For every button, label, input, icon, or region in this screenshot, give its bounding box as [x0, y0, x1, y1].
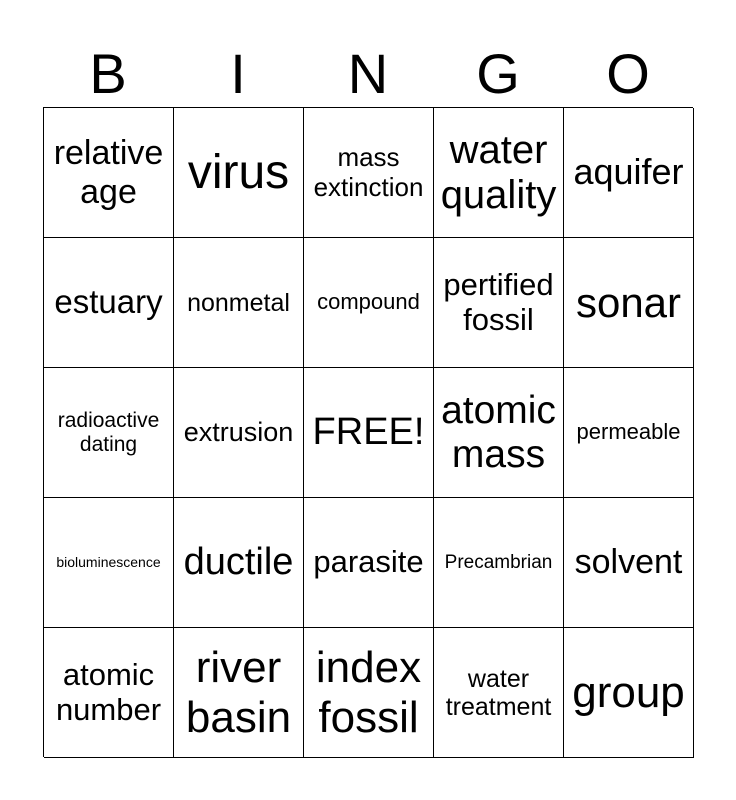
cell-text: sonar: [575, 278, 682, 326]
cell-text: solvent: [574, 543, 683, 582]
bingo-cell[interactable]: [174, 238, 304, 368]
cell-text: FREE!: [312, 411, 425, 454]
bingo-cell[interactable]: [304, 498, 434, 628]
cell-text: aquifer: [573, 151, 684, 193]
cell-text: Precambrian: [444, 551, 553, 573]
cell-text: mass extinction: [313, 142, 424, 202]
cell-text: permeable: [576, 419, 681, 445]
cell-text: water treatment: [445, 664, 552, 721]
bingo-cell[interactable]: [44, 628, 174, 758]
cell-text: water quality: [440, 127, 557, 217]
bingo-board: [43, 107, 693, 757]
bingo-cell[interactable]: [44, 368, 174, 498]
bingo-cell[interactable]: [174, 498, 304, 628]
cell-text: pertified fossil: [443, 266, 554, 337]
bingo-cell[interactable]: [564, 238, 694, 368]
bingo-cell[interactable]: [44, 498, 174, 628]
bingo-cell[interactable]: [174, 368, 304, 498]
cell-text: river basin: [185, 643, 292, 742]
cell-text: group: [572, 667, 685, 717]
cell-text: extrusion: [183, 417, 294, 448]
cell-text: compound: [317, 289, 420, 315]
cell-text: nonmetal: [187, 288, 290, 317]
bingo-cell[interactable]: [304, 628, 434, 758]
bingo-cell[interactable]: [304, 108, 434, 238]
bingo-cell[interactable]: [564, 628, 694, 758]
header-letter-i: I: [230, 42, 246, 105]
bingo-cell[interactable]: [44, 238, 174, 368]
header-letter-g: G: [476, 42, 520, 105]
cell-text: index fossil: [315, 643, 422, 742]
cell-text: atomic mass: [441, 388, 556, 476]
header-letter-n: N: [347, 42, 389, 105]
cell-text: ductile: [183, 541, 294, 584]
bingo-cell[interactable]: [564, 108, 694, 238]
bingo-cell[interactable]: [434, 108, 564, 238]
cell-text: bioluminescence: [56, 553, 161, 570]
cell-text: atomic number: [55, 656, 162, 727]
cell-text: estuary: [54, 283, 163, 321]
bingo-header: [43, 40, 693, 108]
bingo-cell[interactable]: [304, 368, 434, 498]
bingo-cell[interactable]: [174, 628, 304, 758]
header-letter-b: B: [89, 42, 127, 105]
cell-text: virus: [187, 145, 290, 199]
header-letter-o: O: [606, 42, 650, 105]
cell-text: relative age: [53, 134, 164, 211]
cell-text: radioactive dating: [57, 408, 160, 456]
bingo-cell[interactable]: [564, 368, 694, 498]
bingo-cell[interactable]: [174, 108, 304, 238]
bingo-cell[interactable]: [44, 108, 174, 238]
bingo-cell[interactable]: [304, 238, 434, 368]
bingo-cell[interactable]: [434, 368, 564, 498]
bingo-cell[interactable]: [434, 238, 564, 368]
bingo-cell[interactable]: [564, 498, 694, 628]
cell-text: parasite: [313, 544, 424, 580]
bingo-cell[interactable]: [434, 628, 564, 758]
bingo-cell[interactable]: [434, 498, 564, 628]
